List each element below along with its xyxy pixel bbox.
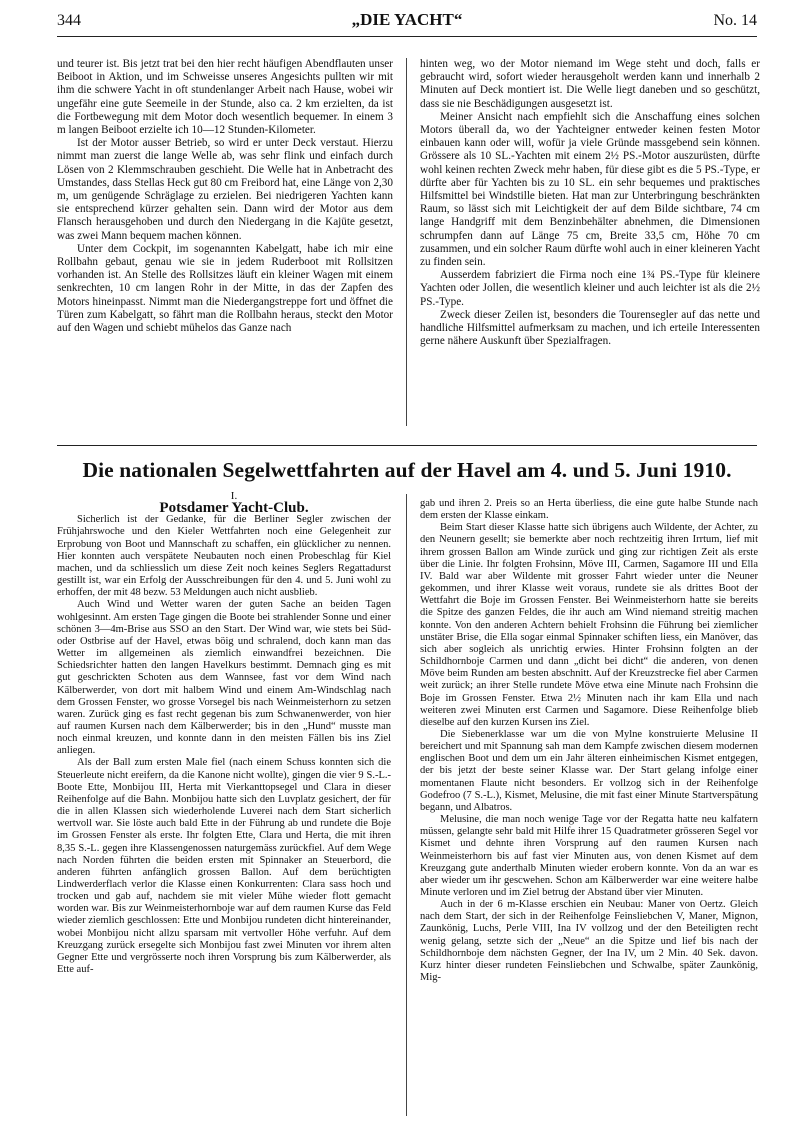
section-number: I.	[230, 490, 238, 502]
bottom-right-column	[420, 498, 758, 984]
paragraph: gab und ihren 2. Preis so an Herta überliess, die eine gute halbe Stunde nach dem ersten der Klasse einkam.	[420, 498, 758, 522]
header-rule	[57, 36, 757, 37]
paragraph: Als der Ball zum ersten Male fiel (nach einem Schuss konnten sich die Steuerleute nicht ereifern, da die Kanone nicht wollte), gingen die vier 9 S.-L.-Boote Ette, Monbijou III, Herta mit Vierkanttopsegel und Clara in dieser Reihenfolge auf die Bahn. Monbijou hatte sich den Luvplatz gesichert, der für die in allen Klassen sich wiederholende Luverei nach dem Start sicherlich wertvoll war. Sie löste auch bald Ette in der Führung ab und rundete die Boje im Grossen Fenster als erste. Ihr folgten Ette, Clara und Herta, die mit ihren 8,35 S.-L. gegen ihre Klassengenossen naturgemäss zurückfiel. Auf dem Wege nach Norden führten die beiden ersten mit Spinnaker an Steuerbord, die anderen führten anfänglich grossen Ballon. Auf dem berüchtigten Lindwerderflach verlor die Klasse einen Konkurrenten: Clara sass hoch und trocken und gab auf, nachdem sie mit vieler Mühe wieder flott gemacht worden war. Bis zur Weinmeisterhornboje war auf dem raumen Kurse das Feld wieder ziemlich geschlossen: Ette und Monbijou rundeten dicht hintereinander, wobei Monbijou nicht allzu sparsam mit vertvoller Höhe verfuhr. Auf dem Kreuzgang zurück ersegelte sich Monbijou fast zwei Minuten vor ihrem alten Gegner Ette und vergrösserte noch ihren Vorsprung bis zum Kälberwerder, als Ette auf-	[57, 757, 391, 976]
paragraph: Ausserdem fabriziert die Firma noch eine 1¾ PS.-Type für kleinere Yachten oder Jollen, die wesentlich kleiner und auch leichter ist als die 2½ PS.-Type.	[420, 269, 760, 308]
journal-title: „DIE YACHT“	[351, 10, 463, 29]
paragraph: Beim Start dieser Klasse hatte sich übrigens auch Wildente, der Achter, zu den Neunern gesellt; sie bemerkte aber noch rechtzeitig ihren Irrtum, lief mit ihrem grossen Ballon am Winde zurück und ging zur richtigen Zeit als erste über die Linie. Ihr folgten Frohsinn, Möve III, Carmen, Sagamore III und Ella IV. Bald war aber Wildente mit grosser Fahrt wieder unter die Neuner gekommen, und ihrer Klasse weit voraus, rundete sie als drittes Boot der Wettfahrt die Boje im Grossen Fenster. Bei Weinmeisterhorn hatte sie bereits die Spitze des ganzen Feldes, die ihr auch am Wind niemand streitig machen konnte. Von den anderen Achtern behielt Frohsinn die Führung bei ziemlicher unstäter Brise, die Ella sogar einmal Spinnaker schiften liess, ein Manöver, das sich aber sogleich als unrichtig erwies. Hinter Frohsinn folgten an der Schildhornboje Carmen und dann „dicht bei dicht“ die anderen, von denen Möve beim Runden am besten abschnitt. Auf der Kreuzstrecke fiel aber Carmen weit zurück; an ihrer Stelle rundete Möve etwa eine Minute nach Frohsinn die Boje im Grossen Fenster. Etwa 2½ Minuten nach ihr kam Ella und nach weiteren zwei Minuten erst Carmen und Sagamore. Diese Reihenfolge blieb dieselbe auf den kurzen Kursen ins Ziel.	[420, 522, 758, 728]
paragraph: Zweck dieser Zeilen ist, besonders die Tourensegler auf das nette und handliche Hilfsmittel aufmerksam zu machen, und ich erteile Interessenten gerne nähere Auskunft über Spezialfragen.	[420, 308, 760, 348]
paragraph: Die Siebenerklasse war um die von Mylne konstruierte Melusine II bereichert und mit Spannung sah man dem Kampfe zwischen diesem modernen englischen Boot und dem um ein Jahr älteren einheimischen Kismet entgegen, der bis jetzt der beste seiner Klasse war. Der Start gelang infolge einer momentanen Flaute nicht besonders. Er vollzog sich in der Reihenfolge Godefroo (7 S.-L.), Kismet, Melusine, die mit fast einer Minute Startverspätung begann, und Albatros.	[420, 728, 758, 813]
page-number: 344	[57, 12, 81, 29]
issue-number: No. 14	[713, 12, 757, 29]
paragraph: hinten weg, wo der Motor niemand im Wege steht und doch, falls er gebraucht wird, sofort wieder herausgeholt werden kann und innerhalb 2 Minuten auf Deck montiert ist. Die Welle liegt daneben und so geschützt, dass sie nie Beschädigungen ausgesetzt ist.	[420, 58, 760, 110]
section-title: Potsdamer Yacht-Club.	[159, 500, 309, 517]
column-divider	[406, 58, 407, 426]
paragraph: Auch Wind und Wetter waren der guten Sache an beiden Tagen wohlgesinnt. Am ersten Tage gingen die Boote bei strahlender Sonne und einer schönen 3—4m-Brise aus SSO an den Start. Der Wind war, wie stets bei Süd- oder Ostbrise auf der Havel, etwas böig und schralend, doch kann man das Wetter im allgemeinen als ziemlich einwandfrei bezeichnen. Die Schiedsrichter hatten den langen Havelkurs bestimmt. Demnach ging es mit gut geschrickten Schoten aus dem Wannsee, fast vor dem Wind nach Kälberwerder, von dort mit halbem Wind und einem Am-Windschlag nach dem Grossen Fenster, wo grosse Vorsegel bis nach Weinmeisterhorn zu setzen waren. Zurück ging es fast recht gegenan bis zum Schwanenwerder, von hier auf raumen Kursen nach dem Kälberwerder; bis in den „Hund“ musste man noch einmal kreuzen, und konnte dann in den meisten Fällen bis ins Ziel anliegen.	[57, 599, 391, 757]
paragraph: Unter dem Cockpit, im sogenannten Kabelgatt, habe ich mir eine Rollbahn gebaut, genau wie sie in jedem Ruderboot mit Rollsitzen vorhanden ist. An Stelle des Rollsitzes läuft ein kleiner Wagen mit einem senkrechten, 10 cm langen Rohr in der Mitte, in das der Zapfen des Motors hineinpasst. Nimmt man die Niedergangstreppe fort und öffnet die Türen zum Kabelgatt, so fährt man die Rollbahn heraus, steckt den Motor auf den Wagen und schiebt mühelos das Ganze nach	[57, 242, 393, 335]
top-left-column	[57, 58, 393, 335]
section-rule	[57, 445, 757, 446]
column-divider	[406, 494, 407, 1116]
top-right-column	[420, 58, 760, 348]
paragraph: Sicherlich ist der Gedanke, für die Berliner Segler zwischen der Frühjahrswoche und den Kieler Wettfahrten noch eine Gelegenheit zur Erprobung von Boot und Mannschaft zu schaffen, ein glücklicher zu nennen. Hier konnten auch verspätete Neubauten noch einen Probeschlag für Kiel machen, und da schliesslich um diese Zeit noch keines Seglers Regattadurst gestillt ist, war ein Erfolg der Ausschreibungen für den 4. und 5. Juni wohl zu erhoffen, der mit 48 bezw. 53 Meldungen auch nicht ausblieb.	[57, 514, 391, 599]
article-headline: Die nationalen Segelwettfahrten auf der Havel am 4. und 5. Juni 1910.	[82, 458, 732, 482]
paragraph: und teurer ist. Bis jetzt trat bei den hier recht häufigen Abendflauten unser Beiboot in Aktion, und im Schweisse unseres Angesichts pullten wir mit ihm die schwere Yacht in oft stundenlanger Arbeit nach Hause, wobei wir ungefähr eine gute Seemeile in der Stunde, also ca. 2 km erzielten, da ist die Fortbewegung mit dem Motor doch wesentlich bequemer. In einem 3 m langen Beiboot erzielte ich 10—12 Stunden-Kilometer.	[57, 58, 393, 137]
page-header	[57, 8, 757, 32]
paragraph: Meiner Ansicht nach empfiehlt sich die Anschaffung eines solchen Motors überall da, wo der Yachteigner entweder keinen festen Motor einbauen kann oder will, wofür ja viele Gründe massgebend sein können. Grössere als 10 SL.-Yachten mit einem 2½ PS.-Motor auszurüsten, dürfte wohl keinen rechten Zweck mehr haben, für diese gibt es die 5 PS.-Type, er dürfte aber für Yachten bis zu 10 SL. ein sehr bequemes und praktisches Hilfsmittel bei Windstille bieten. Hat man zur Unterbringung beschränkten Raum, so lässt sich mit Leichtigkeit der auf dem Bilde sichtbare, 74 cm lange Handgriff mit dem Benzinbehälter abnehmen, die Dimensionen schrumpfen dann auf Länge 75 cm, Breite 33,5 cm, Höhe 70 cm zusammen, und ein solcher Raum dürfte wohl auch in einer kleineren Yacht zu finden sein.	[420, 110, 760, 269]
paragraph: Ist der Motor ausser Betrieb, so wird er unter Deck verstaut. Hierzu nimmt man zuerst die lange Welle ab, was sehr flink und einfach durch Lösen von 2 Klemmschrauben geschieht. Die Welle hat in Anbetracht des Umstandes, dass Stellas Heck gut 80 cm Freibord hat, eine Länge von 2,30 m, um genügende Schräglage zu erzielen. Bei niedrigeren Yachten kann sie entsprechend kürzer gehalten sein. Dann wird der Motor aus dem Flansch herausgehoben und durch den Niedergang in die Kajüte gesetzt, was zwei Mann bequem machen können.	[57, 137, 393, 242]
bottom-left-column	[57, 490, 391, 976]
paragraph: Auch in der 6 m-Klasse erschien ein Neubau: Maner von Oertz. Gleich nach dem Start, der sich in der Reihenfolge Feinsliebchen V, Maner, Mignon, Zaunkönig, Luchs, Perle VIII, Ina IV vollzog und der den Beteiligten recht wenig gelang, setzte sich der „Neue“ an die Spitze und lief bis nach der Schildhornboje dem nächsten Gegner, der Ina IV, um 2 Min. 40 Sek. davon. Kurz hinter dieser rundeten Feinsliebchen und Schwalbe, später Zaunkönig, Mig-	[420, 899, 758, 984]
paragraph: Melusine, die man noch wenige Tage vor der Regatta hatte neu kalfatern müssen, gelangte sehr bald mit Hilfe ihrer 15 Quadratmeter grösseren Segel vor Kismet und dehnte ihren Vorsprung auf den raumen Kursen nach Weinmeisterhorn bis auf fast vier Minuten aus, von denen Kismet auf dem Kreuzgang gute anderthalb Minuten wieder erobern konnte. Von da an war es aber wieder um ihr gescwehen. Schon am Kälberwerder war eine weitere halbe Minute verloren und im Ziel betrug der Abstand über vier Minuten.	[420, 814, 758, 898]
